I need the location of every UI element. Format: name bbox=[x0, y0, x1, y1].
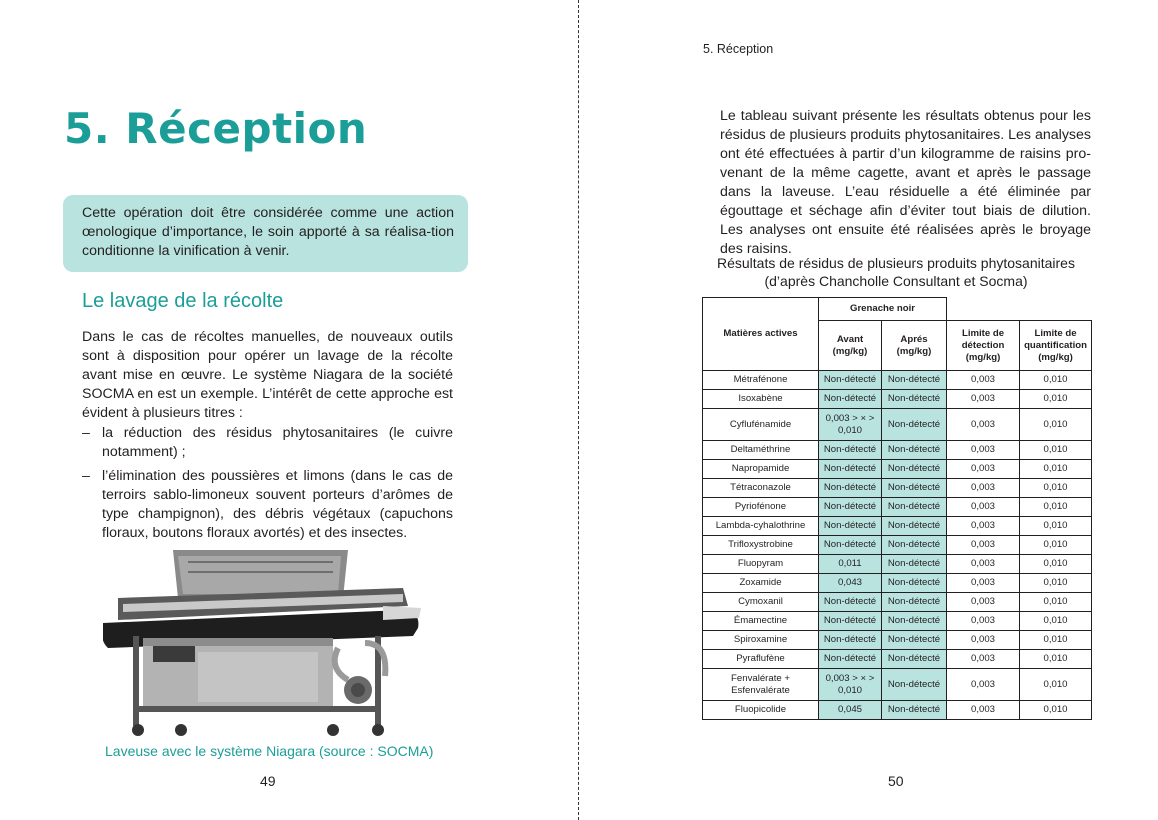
cell-before: 0,011 bbox=[819, 555, 882, 574]
header-group: Grenache noir bbox=[819, 298, 947, 321]
cell-after: Non-détecté bbox=[882, 390, 947, 409]
header-active: Matières actives bbox=[703, 298, 819, 371]
cell-quant: 0,010 bbox=[1020, 593, 1092, 612]
header-quant: Limite de quantification (mg/kg) bbox=[1020, 321, 1092, 371]
table-row bbox=[703, 650, 1092, 669]
cell-after: Non-détecté bbox=[882, 669, 947, 701]
cell-detect: 0,003 bbox=[947, 390, 1020, 409]
table-title-line: (d’après Chancholle Consultant et Socma) bbox=[764, 273, 1028, 289]
residue-table bbox=[702, 297, 1092, 720]
cell-before: Non-détecté bbox=[819, 498, 882, 517]
cell-after: Non-détecté bbox=[882, 441, 947, 460]
cell-quant: 0,010 bbox=[1020, 371, 1092, 390]
cell-after: Non-détecté bbox=[882, 498, 947, 517]
cell-active: Fenvalérate + Esfenvalérate bbox=[703, 669, 819, 701]
cell-quant: 0,010 bbox=[1020, 669, 1092, 701]
cell-before: Non-détecté bbox=[819, 441, 882, 460]
cell-detect: 0,003 bbox=[947, 517, 1020, 536]
table-body bbox=[703, 371, 1092, 720]
cell-quant: 0,010 bbox=[1020, 650, 1092, 669]
cell-quant: 0,010 bbox=[1020, 441, 1092, 460]
cell-active: Zoxamide bbox=[703, 574, 819, 593]
cell-quant: 0,010 bbox=[1020, 460, 1092, 479]
cell-before: Non-détecté bbox=[819, 460, 882, 479]
bullet-dash: – bbox=[82, 425, 90, 441]
cell-detect: 0,003 bbox=[947, 371, 1020, 390]
cell-after: Non-détecté bbox=[882, 460, 947, 479]
cell-active: Cyflufénamide bbox=[703, 409, 819, 441]
cell-after: Non-détecté bbox=[882, 555, 947, 574]
cell-detect: 0,003 bbox=[947, 498, 1020, 517]
table-row bbox=[703, 701, 1092, 720]
cell-detect: 0,003 bbox=[947, 555, 1020, 574]
table-row bbox=[703, 390, 1092, 409]
cell-after: Non-détecté bbox=[882, 479, 947, 498]
cell-active: Spiroxamine bbox=[703, 631, 819, 650]
header-after: Aprés (mg/kg) bbox=[882, 321, 947, 371]
cell-detect: 0,003 bbox=[947, 441, 1020, 460]
bullet-text: la réduction des résidus phytosanitaires (le cuivre notamment) ; bbox=[102, 425, 453, 460]
cell-active: Napropamide bbox=[703, 460, 819, 479]
cell-after: Non-détecté bbox=[882, 574, 947, 593]
cell-before: 0,003 > × > 0,010 bbox=[819, 669, 882, 701]
cell-active: Émamectine bbox=[703, 612, 819, 631]
cell-quant: 0,010 bbox=[1020, 390, 1092, 409]
bullet-item bbox=[82, 424, 453, 462]
page-number: 49 bbox=[260, 773, 276, 789]
cell-detect: 0,003 bbox=[947, 612, 1020, 631]
washing-machine-illustration bbox=[103, 548, 423, 738]
cell-before: Non-détecté bbox=[819, 479, 882, 498]
cell-active: Métrafénone bbox=[703, 371, 819, 390]
bullet-dash: – bbox=[82, 468, 90, 484]
header-detect: Limite de détection (mg/kg) bbox=[947, 321, 1020, 371]
page-number: 50 bbox=[888, 773, 904, 789]
cell-after: Non-détecté bbox=[882, 631, 947, 650]
table-title bbox=[700, 254, 1092, 290]
table-row bbox=[703, 498, 1092, 517]
cell-after: Non-détecté bbox=[882, 650, 947, 669]
cell-detect: 0,003 bbox=[947, 701, 1020, 720]
table-title-line: Résultats de résidus de plusieurs produits phytosanitaires bbox=[717, 255, 1075, 271]
bullet-text: l’élimination des poussières et limons (dans le cas de terroirs sablo-limoneux souvent porteurs d’arômes de type champignon), des débris végétaux (capuchons floraux, boutons floraux avortés) et des insectes. bbox=[102, 468, 453, 541]
cell-before: Non-détecté bbox=[819, 631, 882, 650]
cell-before: Non-détecté bbox=[819, 536, 882, 555]
cell-active: Trifloxystrobine bbox=[703, 536, 819, 555]
cell-active: Deltaméthrine bbox=[703, 441, 819, 460]
cell-quant: 0,010 bbox=[1020, 498, 1092, 517]
left-page bbox=[0, 0, 578, 820]
cell-after: Non-détecté bbox=[882, 517, 947, 536]
intro-paragraph: Dans le cas de récoltes manuelles, de nouveaux outils sont à disposition pour opérer un lavage de la récolte avant mise en œuvre. Le système Niagara de la société SOCMA en est un exemple. L’intérêt de cette approche est évident à plusieurs titres : bbox=[82, 329, 453, 421]
cell-before: 0,003 > × > 0,010 bbox=[819, 409, 882, 441]
header-spacer bbox=[947, 298, 1092, 321]
chapter-title: 5. Réception bbox=[64, 104, 368, 153]
cell-detect: 0,003 bbox=[947, 460, 1020, 479]
table-row bbox=[703, 460, 1092, 479]
cell-active: Isoxabène bbox=[703, 390, 819, 409]
cell-after: Non-détecté bbox=[882, 701, 947, 720]
cell-quant: 0,010 bbox=[1020, 631, 1092, 650]
section-heading: Le lavage de la récolte bbox=[82, 290, 284, 312]
table-row bbox=[703, 409, 1092, 441]
cell-after: Non-détecté bbox=[882, 593, 947, 612]
cell-before: Non-détecté bbox=[819, 593, 882, 612]
cell-before: Non-détecté bbox=[819, 390, 882, 409]
cell-after: Non-détecté bbox=[882, 409, 947, 441]
table-row bbox=[703, 371, 1092, 390]
callout-box: Cette opération doit être considérée comme une action œnologique d’importance, le soin apporté à sa réalisa-tion conditionne la vinification à venir. bbox=[63, 195, 468, 272]
table-row bbox=[703, 517, 1092, 536]
cell-quant: 0,010 bbox=[1020, 701, 1092, 720]
cell-quant: 0,010 bbox=[1020, 479, 1092, 498]
cell-before: 0,043 bbox=[819, 574, 882, 593]
table-row bbox=[703, 536, 1092, 555]
cell-quant: 0,010 bbox=[1020, 536, 1092, 555]
table-row bbox=[703, 574, 1092, 593]
cell-active: Tétraconazole bbox=[703, 479, 819, 498]
cell-detect: 0,003 bbox=[947, 574, 1020, 593]
table-row bbox=[703, 555, 1092, 574]
cell-quant: 0,010 bbox=[1020, 555, 1092, 574]
cell-before: Non-détecté bbox=[819, 650, 882, 669]
table-row bbox=[703, 441, 1092, 460]
table-row bbox=[703, 669, 1092, 701]
table-row bbox=[703, 612, 1092, 631]
cell-before: 0,045 bbox=[819, 701, 882, 720]
cell-quant: 0,010 bbox=[1020, 574, 1092, 593]
cell-active: Lambda-cyhalothrine bbox=[703, 517, 819, 536]
cell-detect: 0,003 bbox=[947, 650, 1020, 669]
cell-quant: 0,010 bbox=[1020, 409, 1092, 441]
table-row bbox=[703, 479, 1092, 498]
cell-detect: 0,003 bbox=[947, 669, 1020, 701]
cell-detect: 0,003 bbox=[947, 631, 1020, 650]
cell-detect: 0,003 bbox=[947, 536, 1020, 555]
cell-detect: 0,003 bbox=[947, 479, 1020, 498]
cell-after: Non-détecté bbox=[882, 371, 947, 390]
table-row bbox=[703, 593, 1092, 612]
header-before: Avant (mg/kg) bbox=[819, 321, 882, 371]
cell-before: Non-détecté bbox=[819, 371, 882, 390]
cell-before: Non-détecté bbox=[819, 517, 882, 536]
bullet-item bbox=[82, 467, 453, 543]
cell-active: Fluopyram bbox=[703, 555, 819, 574]
cell-detect: 0,003 bbox=[947, 593, 1020, 612]
cell-active: Fluopicolide bbox=[703, 701, 819, 720]
cell-detect: 0,003 bbox=[947, 409, 1020, 441]
cell-active: Cymoxanil bbox=[703, 593, 819, 612]
cell-quant: 0,010 bbox=[1020, 517, 1092, 536]
right-page bbox=[580, 0, 1158, 820]
cell-before: Non-détecté bbox=[819, 612, 882, 631]
cell-after: Non-détecté bbox=[882, 536, 947, 555]
cell-quant: 0,010 bbox=[1020, 612, 1092, 631]
cell-after: Non-détecté bbox=[882, 612, 947, 631]
results-paragraph: Le tableau suivant présente les résultats obtenus pour les résidus de plusieurs produits phytosanitaires. Les analyses ont été effectuées à partir d’un kilogramme de raisins pro-venant de la même cagette, avant et après le passage dans la laveuse. L’eau résiduelle a été éliminée par égouttage et séchage afin d’éviter tout biais de dilution. Les analyses ont ensuite été réalisées après le broyage des raisins. bbox=[720, 108, 1091, 257]
page-divider bbox=[578, 0, 579, 820]
image-caption: Laveuse avec le système Niagara (source : SOCMA) bbox=[105, 743, 434, 759]
running-head: 5. Réception bbox=[703, 42, 774, 56]
cell-active: Pyraflufène bbox=[703, 650, 819, 669]
table-row bbox=[703, 631, 1092, 650]
cell-active: Pyriofénone bbox=[703, 498, 819, 517]
